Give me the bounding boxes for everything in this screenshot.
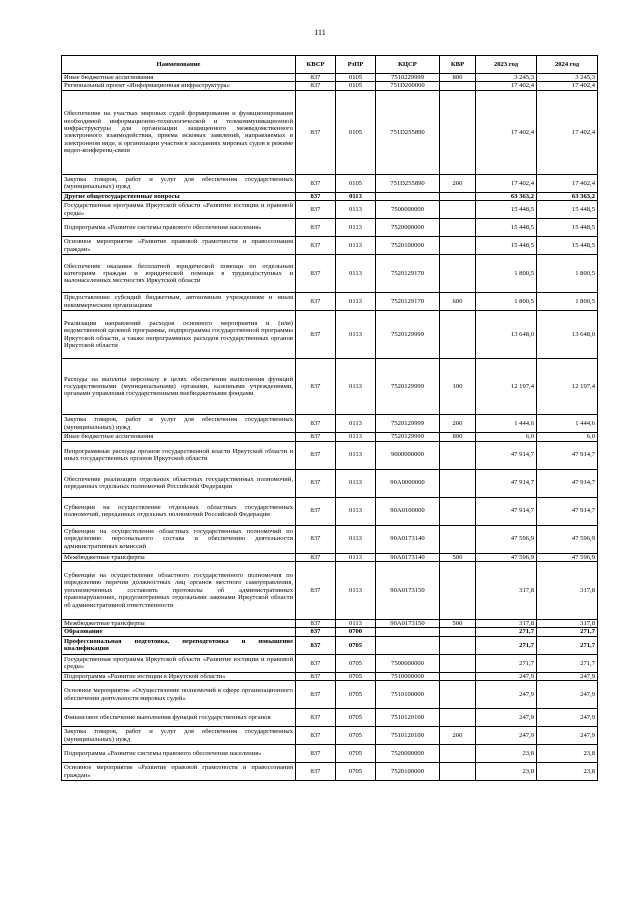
row-rzpr: 0705 — [336, 681, 376, 709]
table-row — [62, 672, 598, 680]
row-amount-2023: 1 444,6 — [476, 415, 537, 433]
row-amount-2024: 12 197,4 — [537, 359, 598, 415]
row-kvr: 500 — [440, 620, 476, 628]
header-kvsr: КВСР — [296, 56, 336, 74]
row-kvr — [440, 82, 476, 90]
row-name: Межбюджетные трансферты — [62, 553, 296, 561]
row-amount-2023: 12 197,4 — [476, 359, 537, 415]
row-amount-2023: 247,9 — [476, 709, 537, 727]
row-kvr — [440, 636, 476, 654]
row-kvsr: 837 — [296, 636, 336, 654]
row-amount-2023: 247,9 — [476, 672, 537, 680]
row-amount-2024: 271,7 — [537, 628, 598, 636]
table-row — [62, 192, 598, 200]
row-amount-2024: 271,7 — [537, 654, 598, 672]
table-row — [62, 311, 598, 359]
row-rzpr: 0113 — [336, 192, 376, 200]
row-kvsr: 837 — [296, 255, 336, 293]
header-2024: 2024 год — [537, 56, 598, 74]
row-kvr: 200 — [440, 415, 476, 433]
row-kvr — [440, 709, 476, 727]
row-kvr — [440, 192, 476, 200]
row-kcsr: 7510120100 — [376, 709, 440, 727]
row-kvr — [440, 255, 476, 293]
row-name: Реализация направлений расходов основного мероприятия и (или) ведомственной целевой программы, подпрограммы государственной программы Иркутской области, а также непрограммных расходов государственных органов Иркутской области — [62, 311, 296, 359]
table-row — [62, 681, 598, 709]
table-row — [62, 415, 598, 433]
row-amount-2023: 17 402,4 — [476, 82, 537, 90]
row-kvr — [440, 311, 476, 359]
row-rzpr: 0105 — [336, 90, 376, 174]
row-kvsr: 837 — [296, 727, 336, 745]
row-kvr — [440, 469, 476, 497]
row-kvsr: 837 — [296, 628, 336, 636]
row-amount-2023: 47 914,7 — [476, 469, 537, 497]
row-name: Иные бюджетные ассигнования — [62, 433, 296, 441]
header-kvr: КВР — [440, 56, 476, 74]
row-kcsr: 90A0100000 — [376, 497, 440, 525]
row-rzpr: 0113 — [336, 293, 376, 311]
row-kvr — [440, 441, 476, 469]
row-amount-2024: 247,9 — [537, 727, 598, 745]
table-row — [62, 497, 598, 525]
row-kvsr: 837 — [296, 763, 336, 781]
row-kcsr: 90A0173140 — [376, 553, 440, 561]
row-rzpr: 0113 — [336, 311, 376, 359]
row-amount-2023: 17 402,4 — [476, 174, 537, 192]
row-kvr: 600 — [440, 293, 476, 311]
row-name: Закупка товаров, работ и услуг для обеспечения государственных (муниципальных) нужд — [62, 174, 296, 192]
row-kcsr: 751D255890 — [376, 174, 440, 192]
row-kvsr: 837 — [296, 620, 336, 628]
row-name: Государственная программа Иркутской области «Развитие юстиции и правовой среды» — [62, 654, 296, 672]
row-name: Финансовое обеспечение выполнения функций государственных органов — [62, 709, 296, 727]
row-kcsr: 90A0000000 — [376, 469, 440, 497]
row-kcsr: 7520129170 — [376, 293, 440, 311]
row-kvr — [440, 628, 476, 636]
row-rzpr: 0705 — [336, 709, 376, 727]
row-kcsr — [376, 192, 440, 200]
row-kcsr: 7510100000 — [376, 681, 440, 709]
row-amount-2023: 47 914,7 — [476, 497, 537, 525]
row-rzpr: 0705 — [336, 672, 376, 680]
row-kvsr: 837 — [296, 311, 336, 359]
table-row — [62, 201, 598, 219]
table-row — [62, 433, 598, 441]
row-kvr: 800 — [440, 74, 476, 82]
row-amount-2023: 15 448,5 — [476, 237, 537, 255]
row-kcsr: 7520100000 — [376, 237, 440, 255]
row-name: Межбюджетные трансферты — [62, 620, 296, 628]
table-row — [62, 636, 598, 654]
row-rzpr: 0113 — [336, 201, 376, 219]
row-amount-2024: 15 448,5 — [537, 219, 598, 237]
header-rzpr: РзПР — [336, 56, 376, 74]
table-body — [62, 74, 598, 781]
table-row — [62, 654, 598, 672]
header-kcsr: КЦСР — [376, 56, 440, 74]
row-amount-2024: 271,7 — [537, 636, 598, 654]
row-amount-2023: 271,7 — [476, 628, 537, 636]
header-name: Наименование — [62, 56, 296, 74]
row-amount-2024: 47 596,9 — [537, 553, 598, 561]
row-amount-2023: 1 800,5 — [476, 293, 537, 311]
row-amount-2023: 47 596,9 — [476, 525, 537, 553]
row-rzpr: 0113 — [336, 441, 376, 469]
row-amount-2024: 15 448,5 — [537, 201, 598, 219]
table-row — [62, 237, 598, 255]
table-row — [62, 562, 598, 620]
row-amount-2024: 17 402,4 — [537, 174, 598, 192]
row-name: Основное мероприятие «Развитие правовой грамотности и правосознания граждан» — [62, 763, 296, 781]
table-header-row — [62, 56, 598, 74]
row-amount-2023: 247,9 — [476, 727, 537, 745]
row-amount-2023: 23,8 — [476, 745, 537, 763]
row-amount-2024: 247,9 — [537, 681, 598, 709]
row-name: Субвенции на осуществление отдельных областных государственных полномочий, переданных отдельных полномочий Российской Федерации — [62, 497, 296, 525]
row-kvr: 800 — [440, 433, 476, 441]
row-kvsr: 837 — [296, 415, 336, 433]
row-kvsr: 837 — [296, 562, 336, 620]
row-name: Непрограммные расходы органов государственной власти Иркутской области и иных государственных органов Иркутской области — [62, 441, 296, 469]
row-kvr — [440, 497, 476, 525]
row-kcsr: 9000000000 — [376, 441, 440, 469]
row-kcsr: 7510229999 — [376, 74, 440, 82]
table-row — [62, 82, 598, 90]
row-rzpr: 0113 — [336, 415, 376, 433]
row-amount-2023: 13 648,0 — [476, 311, 537, 359]
row-kcsr: 7520129999 — [376, 359, 440, 415]
row-name: Государственная программа Иркутской области «Развитие юстиции и правовой среды» — [62, 201, 296, 219]
row-amount-2024: 247,9 — [537, 709, 598, 727]
row-kcsr: 90A0173150 — [376, 620, 440, 628]
row-amount-2024: 17 402,4 — [537, 82, 598, 90]
row-amount-2023: 271,7 — [476, 654, 537, 672]
row-rzpr: 0113 — [336, 620, 376, 628]
row-kvsr: 837 — [296, 82, 336, 90]
row-name: Подпрограмма «Развитие юстиции в Иркутской области» — [62, 672, 296, 680]
row-rzpr: 0705 — [336, 654, 376, 672]
table-row — [62, 469, 598, 497]
row-kvsr: 837 — [296, 192, 336, 200]
row-amount-2023: 1 800,5 — [476, 255, 537, 293]
row-kcsr: 751D255890 — [376, 90, 440, 174]
row-rzpr: 0705 — [336, 727, 376, 745]
row-kvsr: 837 — [296, 469, 336, 497]
table-row — [62, 90, 598, 174]
table-row — [62, 628, 598, 636]
row-name: Подпрограмма «Развитие системы правового обеспечения населения» — [62, 745, 296, 763]
row-kvsr: 837 — [296, 672, 336, 680]
row-amount-2023: 17 402,4 — [476, 90, 537, 174]
row-rzpr: 0705 — [336, 763, 376, 781]
row-kcsr: 7520129999 — [376, 433, 440, 441]
row-name: Закупка товаров, работ и услуг для обеспечения государственных (муниципальных) нужд — [62, 727, 296, 745]
row-name: Расходы на выплаты персоналу в целях обеспечения выполнения функций государственными (муниципальными) органами, казенными учреждениями, органами управления государственными внебюджетными фондами — [62, 359, 296, 415]
row-amount-2023: 317,8 — [476, 562, 537, 620]
row-rzpr: 0113 — [336, 255, 376, 293]
budget-table — [61, 55, 598, 781]
row-kvsr: 837 — [296, 745, 336, 763]
row-rzpr: 0113 — [336, 469, 376, 497]
row-kcsr — [376, 636, 440, 654]
row-name: Предоставление субсидий бюджетным, автономным учреждениям и иным некоммерческим организациям — [62, 293, 296, 311]
row-amount-2024: 3 245,3 — [537, 74, 598, 82]
table-row — [62, 74, 598, 82]
table-row — [62, 709, 598, 727]
row-rzpr: 0113 — [336, 219, 376, 237]
row-amount-2023: 15 448,5 — [476, 219, 537, 237]
row-name: Закупка товаров, работ и услуг для обеспечения государственных (муниципальных) нужд — [62, 415, 296, 433]
row-kvr — [440, 681, 476, 709]
row-amount-2023: 247,9 — [476, 681, 537, 709]
row-rzpr: 0105 — [336, 174, 376, 192]
row-amount-2024: 47 914,7 — [537, 469, 598, 497]
row-amount-2024: 1 800,5 — [537, 255, 598, 293]
row-name: Обеспечение реализации отдельных областных государственных полномочий, переданных отдельных полномочий Российской Федерации — [62, 469, 296, 497]
row-kvr: 100 — [440, 359, 476, 415]
row-amount-2024: 6,0 — [537, 433, 598, 441]
row-kvr — [440, 201, 476, 219]
row-kcsr: 7520000000 — [376, 219, 440, 237]
row-kcsr: 7500000000 — [376, 654, 440, 672]
row-kvr — [440, 219, 476, 237]
row-kvsr: 837 — [296, 441, 336, 469]
row-name: Региональный проект «Информационная инфраструктура» — [62, 82, 296, 90]
table-row — [62, 359, 598, 415]
row-kvsr: 837 — [296, 90, 336, 174]
row-amount-2024: 1 444,6 — [537, 415, 598, 433]
row-amount-2024: 15 448,5 — [537, 237, 598, 255]
row-rzpr: 0705 — [336, 745, 376, 763]
row-name: Субвенции на осуществление областных государственных полномочий по определению персонального состава и обеспечению деятельности административных комиссий — [62, 525, 296, 553]
row-amount-2023: 15 448,5 — [476, 201, 537, 219]
row-amount-2024: 63 363,2 — [537, 192, 598, 200]
row-kvr: 500 — [440, 553, 476, 561]
row-amount-2024: 1 800,5 — [537, 293, 598, 311]
table-row — [62, 174, 598, 192]
row-kvr — [440, 525, 476, 553]
row-amount-2023: 47 914,7 — [476, 441, 537, 469]
row-kvsr: 837 — [296, 174, 336, 192]
row-amount-2023: 271,7 — [476, 636, 537, 654]
row-kvr — [440, 672, 476, 680]
row-kcsr: 7510120100 — [376, 727, 440, 745]
table-row — [62, 525, 598, 553]
row-amount-2023: 317,8 — [476, 620, 537, 628]
row-amount-2024: 47 914,7 — [537, 441, 598, 469]
row-kvr — [440, 90, 476, 174]
row-kvsr: 837 — [296, 359, 336, 415]
row-name: Субвенции на осуществление областного государственного полномочия по определению перечня должностных лиц органов местного самоуправления, уполномоченных составлять протоколы об административных правонарушениях, предусмотренных отдельными законами Иркутской области об административной ответственности — [62, 562, 296, 620]
row-rzpr: 0700 — [336, 628, 376, 636]
row-amount-2023: 6,0 — [476, 433, 537, 441]
table-row — [62, 763, 598, 781]
row-kcsr: 90A0173150 — [376, 562, 440, 620]
row-amount-2023: 3 245,3 — [476, 74, 537, 82]
row-name: Профессиональная подготовка, переподготовка и повышение квалификации — [62, 636, 296, 654]
row-kvsr: 837 — [296, 654, 336, 672]
table-row — [62, 727, 598, 745]
row-amount-2024: 23,8 — [537, 763, 598, 781]
row-amount-2024: 47 596,9 — [537, 525, 598, 553]
row-kvr — [440, 562, 476, 620]
row-kvsr: 837 — [296, 525, 336, 553]
row-rzpr: 0105 — [336, 74, 376, 82]
row-name: Другие общегосударственные вопросы — [62, 192, 296, 200]
row-kvr — [440, 654, 476, 672]
row-kvr — [440, 237, 476, 255]
row-rzpr: 0105 — [336, 82, 376, 90]
row-rzpr: 0705 — [336, 636, 376, 654]
row-kvr: 200 — [440, 174, 476, 192]
row-kvsr: 837 — [296, 709, 336, 727]
table-row — [62, 293, 598, 311]
row-kcsr: 90A0173140 — [376, 525, 440, 553]
row-amount-2023: 23,8 — [476, 763, 537, 781]
row-kcsr: 7510000000 — [376, 672, 440, 680]
row-kcsr: 7500000000 — [376, 201, 440, 219]
row-kvr — [440, 745, 476, 763]
row-rzpr: 0113 — [336, 237, 376, 255]
row-kvsr: 837 — [296, 219, 336, 237]
row-amount-2024: 13 648,0 — [537, 311, 598, 359]
row-kvr: 200 — [440, 727, 476, 745]
row-name: Образование — [62, 628, 296, 636]
row-kcsr: 7520129999 — [376, 415, 440, 433]
row-name: Иные бюджетные ассигнования — [62, 74, 296, 82]
row-amount-2023: 47 596,9 — [476, 553, 537, 561]
row-amount-2023: 63 363,2 — [476, 192, 537, 200]
row-kvr — [440, 763, 476, 781]
row-name: Основное мероприятие «Развитие правовой грамотности и правосознания граждан» — [62, 237, 296, 255]
row-amount-2024: 23,8 — [537, 745, 598, 763]
table-row — [62, 255, 598, 293]
row-kvsr: 837 — [296, 681, 336, 709]
row-kcsr: 7520129999 — [376, 311, 440, 359]
row-kvsr: 837 — [296, 201, 336, 219]
row-kvsr: 837 — [296, 237, 336, 255]
row-rzpr: 0113 — [336, 497, 376, 525]
row-kvsr: 837 — [296, 74, 336, 82]
row-rzpr: 0113 — [336, 553, 376, 561]
row-rzpr: 0113 — [336, 562, 376, 620]
row-rzpr: 0113 — [336, 433, 376, 441]
row-name: Основное мероприятие «Осуществление полномочий в сфере организационного обеспечения деятельности мировых судей» — [62, 681, 296, 709]
table-row — [62, 745, 598, 763]
row-amount-2024: 317,8 — [537, 620, 598, 628]
page-number: 111 — [314, 28, 326, 37]
table-row — [62, 219, 598, 237]
header-2023: 2023 год — [476, 56, 537, 74]
row-name: Обеспечение на участках мировых судей формирования и функционирования необходимой информационно-технологической и телекоммуникационной инфраструктуры для организации защищенного межведомственного электронного взаимодействия, приема исковых заявлений, направляемых в электронном виде, и организации участия в заседаниях мировых судов в режиме видео-конференц-связи — [62, 90, 296, 174]
row-name: Подпрограмма «Развитие системы правового обеспечения населения» — [62, 219, 296, 237]
row-kcsr: 7520000000 — [376, 745, 440, 763]
row-amount-2024: 47 914,7 — [537, 497, 598, 525]
row-amount-2024: 247,9 — [537, 672, 598, 680]
row-kvsr: 837 — [296, 497, 336, 525]
row-rzpr: 0113 — [336, 525, 376, 553]
row-name: Обеспечение оказания бесплатной юридической помощи по отдельным категориям граждан и юридической помощи в труднодоступных и малонаселенных местностях Иркутской области — [62, 255, 296, 293]
row-rzpr: 0113 — [336, 359, 376, 415]
row-amount-2024: 317,8 — [537, 562, 598, 620]
row-amount-2024: 17 402,4 — [537, 90, 598, 174]
table-row — [62, 553, 598, 561]
table-row — [62, 620, 598, 628]
row-kcsr — [376, 628, 440, 636]
row-kvsr: 837 — [296, 293, 336, 311]
row-kcsr: 7520100000 — [376, 763, 440, 781]
row-kcsr: 751D200000 — [376, 82, 440, 90]
row-kvsr: 837 — [296, 433, 336, 441]
row-kcsr: 7520129170 — [376, 255, 440, 293]
table-row — [62, 441, 598, 469]
row-kvsr: 837 — [296, 553, 336, 561]
